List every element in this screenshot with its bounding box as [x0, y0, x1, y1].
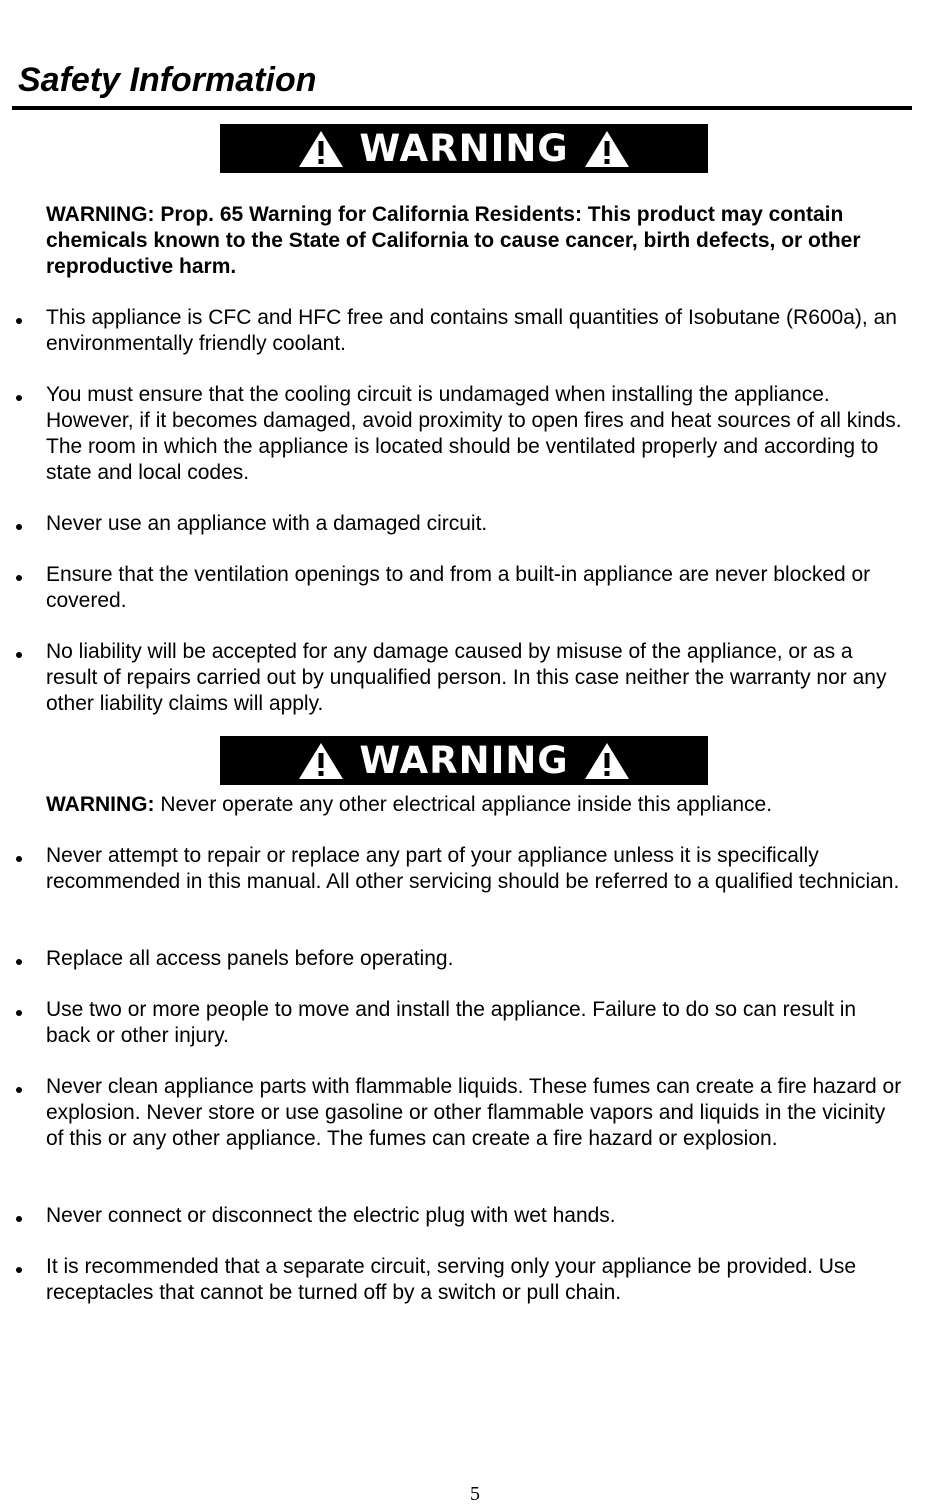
bullet-icon [16, 856, 22, 862]
electrical-warning-label: WARNING: [46, 793, 155, 816]
list-item: Never use an appliance with a damaged circuit. [46, 512, 488, 535]
warning-banner [220, 736, 708, 785]
page-title: Safety Information [18, 61, 317, 99]
bullet-icon [16, 1010, 22, 1016]
electrical-warning [46, 792, 906, 818]
warning-triangle-icon [583, 741, 631, 781]
list-item: This appliance is CFC and HFC free and contains small quantities of Isobutane (R600a), an environmentally friendly coolant. [46, 306, 897, 355]
warning-triangle-icon [583, 129, 631, 169]
page-number: 5 [470, 1483, 480, 1505]
bullet-icon [16, 1087, 22, 1093]
bullet-icon [16, 575, 22, 581]
list-item: Ensure that the ventilation openings to and from a built-in appliance are never blocked or covered. [46, 563, 871, 612]
bullet-icon [16, 652, 22, 658]
bullet-icon [16, 959, 22, 965]
warning-banner-label: WARNING [359, 127, 569, 170]
list-item: You must ensure that the cooling circuit is undamaged when installing the appliance. However, if it becomes damaged, avoid proximity to open fires and heat sources of all kinds. The room in which the appliance is located should be ventilated properly and according to state and local codes. [46, 383, 902, 484]
bullet-icon [16, 524, 22, 530]
warning-banner-label: WARNING [359, 739, 569, 782]
bullet-icon [16, 1216, 22, 1222]
bullet-icon [16, 395, 22, 401]
bullet-icon [16, 1267, 22, 1273]
list-item: Never attempt to repair or replace any part of your appliance unless it is specifically recommended in this manual. All other servicing should be referred to a qualified technician. [46, 844, 900, 893]
list-item: Never connect or disconnect the electric plug with wet hands. [46, 1204, 616, 1227]
title-divider [12, 106, 912, 110]
electrical-warning-text: Never operate any other electrical appliance inside this appliance. [154, 793, 773, 816]
list-item: No liability will be accepted for any damage caused by misuse of the appliance, or as a result of repairs carried out by unqualified person. In this case neither the warranty nor any other liability claims will apply. [46, 640, 887, 715]
warning-triangle-icon [297, 741, 345, 781]
list-item: Never clean appliance parts with flammable liquids. These fumes can create a fire hazard or explosion. Never store or use gasoline or other flammable vapors and liquids in the vicinity of this or any other appliance. The fumes can create a fire hazard or explosion. [46, 1075, 902, 1150]
warning-banner [220, 124, 708, 173]
bullet-icon [16, 318, 22, 324]
warning-triangle-icon [297, 129, 345, 169]
list-item: Replace all access panels before operating. [46, 947, 454, 970]
list-item: Use two or more people to move and install the appliance. Failure to do so can result in back or other injury. [46, 998, 857, 1047]
prop65-warning: WARNING: Prop. 65 Warning for California Residents: This product may contain chemicals known to the State of California to cause cancer, birth defects, or other reproductive harm. [46, 203, 861, 278]
list-item: It is recommended that a separate circuit, serving only your appliance be provided. Use receptacles that cannot be turned off by a switch or pull chain. [46, 1255, 857, 1304]
